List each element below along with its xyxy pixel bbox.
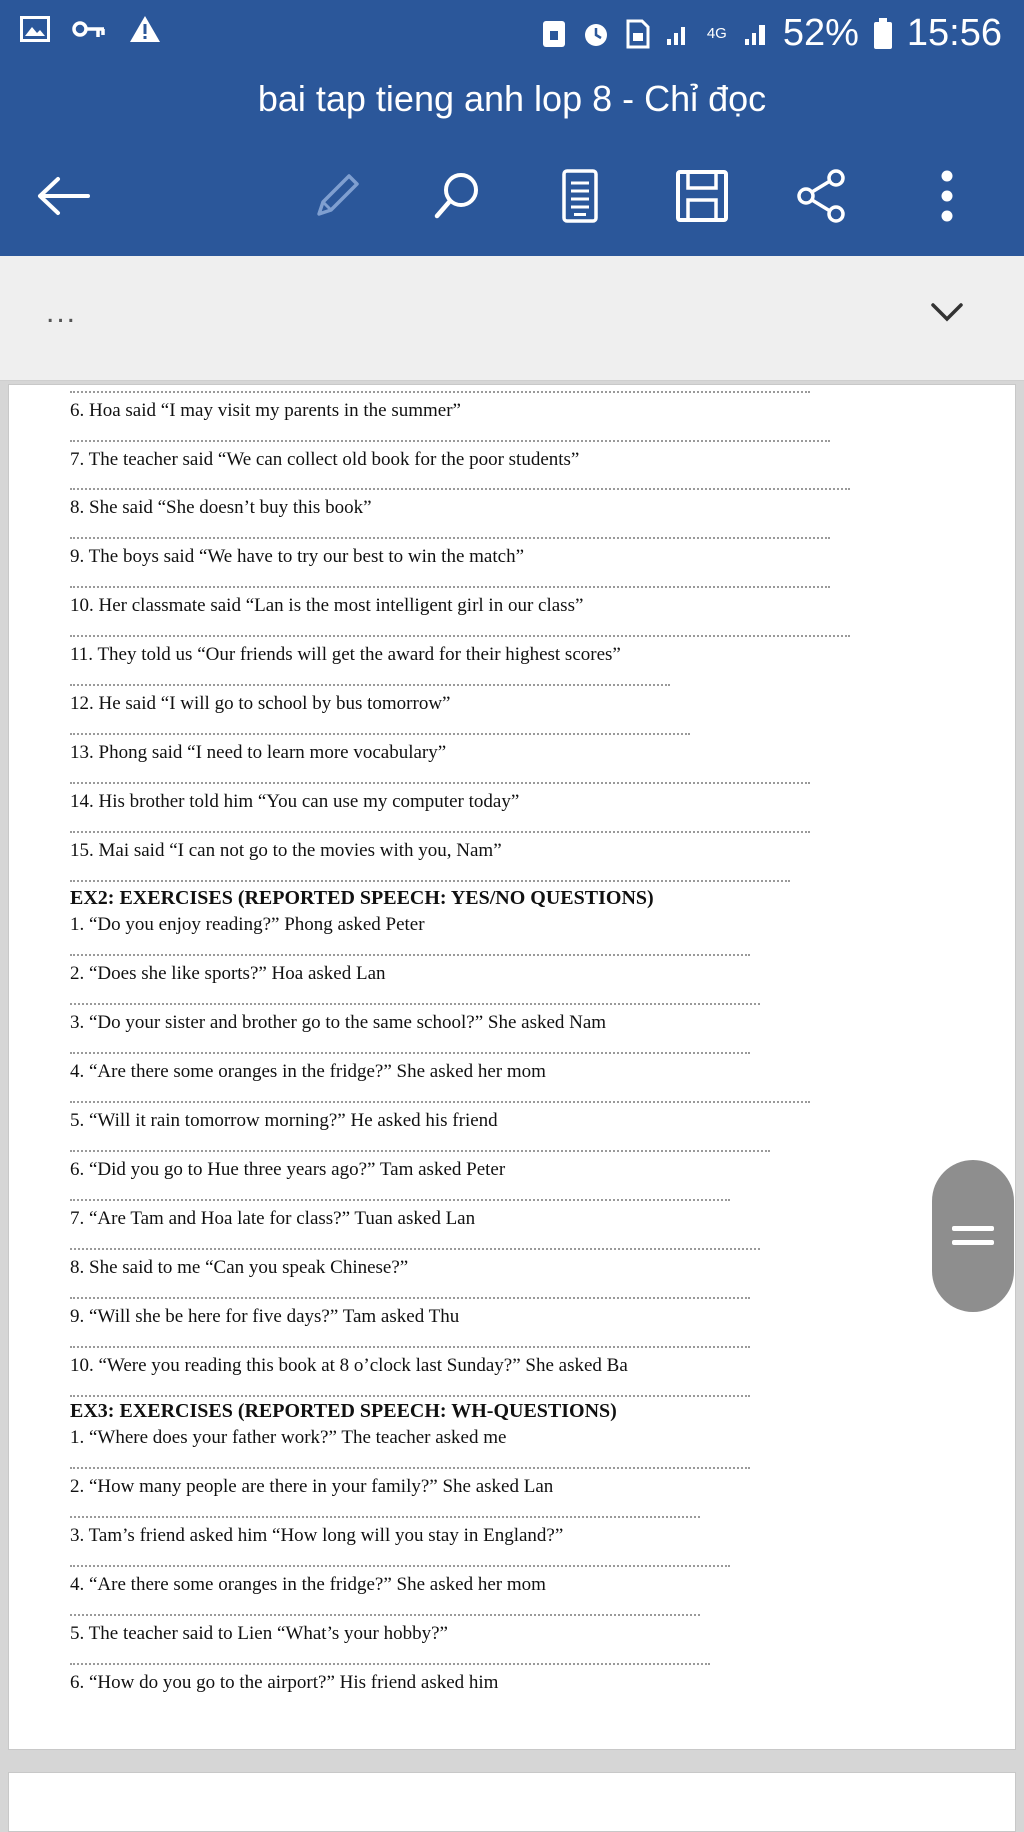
toolbar [0,150,1024,240]
exercise-item: 8. She said to me “Can you speak Chinese?” [70,1257,409,1278]
expand-ribbon-button[interactable] [930,302,964,327]
answer-line [70,440,830,442]
answer-line [70,1467,750,1469]
answer-line [70,1395,750,1397]
exercise-item: 1. “Where does your father work?” The teacher asked me [70,1427,507,1448]
exercise-item: 4. “Are there some oranges in the fridge?” She asked her mom [70,1574,546,1595]
exercise-item: 5. The teacher said to Lien “What’s your hobby?” [70,1623,448,1644]
warning-icon [128,14,162,44]
answer-line [70,954,750,956]
exercise-item: 10. “Were you reading this book at 8 o’clock last Sunday?” She asked Ba [70,1355,628,1376]
search-icon [429,168,485,224]
answer-line [70,586,830,588]
exercise-item: 13. Phong said “I need to learn more vocabulary” [70,742,447,763]
secondary-bar [0,256,1024,381]
network-type-label: 4G [706,24,727,42]
exercise-item: 12. He said “I will go to school by bus tomorrow” [70,693,451,714]
signal-icon-1 [665,21,691,47]
status-bar [0,0,1024,70]
exercise-item: 7. “Are Tam and Hoa late for class?” Tuan asked Lan [70,1208,476,1229]
answer-line [70,1248,760,1250]
overflow-dots[interactable]: ... [46,296,78,329]
exercise-item: 5. “Will it rain tomorrow morning?” He asked his friend [70,1110,498,1131]
sim-card-icon [625,19,651,49]
battery-icon [873,18,893,50]
grip-line [952,1226,994,1231]
exercise-item: 11. They told us “Our friends will get the award for their highest scores” [70,644,621,665]
answer-line [70,1614,700,1616]
reading-view-button[interactable] [548,164,612,228]
exercise-item: 10. Her classmate said “Lan is the most intelligent girl in our class” [70,595,584,616]
chevron-down-icon [930,302,964,322]
battery-percent: 52% [782,12,859,54]
exercise-item: 4. “Are there some oranges in the fridge?” She asked her mom [70,1061,546,1082]
exercise-item: 7. The teacher said “We can collect old book for the poor students” [70,449,580,470]
app-header [0,0,1024,256]
fast-scroll-handle[interactable] [932,1160,1014,1312]
share-button[interactable] [790,164,854,228]
vpn-key-icon [72,18,106,40]
answer-line [70,488,850,490]
exercise-item: 15. Mai said “I can not go to the movies with you, Nam” [70,840,502,861]
answer-line [70,1052,750,1054]
answer-line [70,537,830,539]
answer-line [70,733,690,735]
clock: 15:56 [906,12,1002,54]
lock-icon [541,19,567,49]
exercise-item: 14. His brother told him “You can use my computer today” [70,791,520,812]
answer-line [70,684,670,686]
answer-line [70,635,850,637]
more-vertical-icon [937,168,957,224]
search-button[interactable] [425,164,489,228]
back-button[interactable] [32,164,96,228]
answer-line [70,1101,810,1103]
document-title: bai tap tieng anh lop 8 - Chỉ đọc [257,78,767,119]
answer-line [70,1663,710,1665]
share-icon [794,168,850,224]
answer-line [70,1565,730,1567]
more-options-button[interactable] [915,164,979,228]
document-icon [560,168,600,224]
answer-line [70,1346,750,1348]
exercise-item: 6. “Did you go to Hue three years ago?” Tam asked Peter [70,1159,506,1180]
ex2-heading: EX2: EXERCISES (REPORTED SPEECH: YES/NO QUESTIONS) [70,887,654,909]
exercise-item: 2. “How many people are there in your family?” She asked Lan [70,1476,554,1497]
exercise-item: 9. The boys said “We have to try our best to win the match” [70,546,525,567]
exercise-item: 6. Hoa said “I may visit my parents in the summer” [70,400,461,421]
answer-line [70,1199,730,1201]
alarm-icon [581,19,611,49]
signal-icon-2 [743,21,769,47]
exercise-item: 6. “How do you go to the airport?” His friend asked him [70,1672,499,1693]
grip-line [952,1240,994,1245]
next-document-page[interactable] [8,1772,1016,1832]
pencil-icon [309,168,365,224]
ex3-heading: EX3: EXERCISES (REPORTED SPEECH: WH-QUESTIONS) [70,1400,617,1422]
answer-line [70,831,810,833]
save-icon [674,168,730,224]
edit-button[interactable] [305,164,369,228]
exercise-item: 9. “Will she be here for five days?” Tam asked Thu [70,1306,460,1327]
save-button[interactable] [670,164,734,228]
answer-line [70,1516,700,1518]
exercise-item: 3. “Do your sister and brother go to the same school?” She asked Nam [70,1012,607,1033]
answer-line [70,1297,750,1299]
exercise-item: 1. “Do you enjoy reading?” Phong asked Peter [70,914,425,935]
answer-line [70,1003,760,1005]
back-arrow-icon [36,176,92,216]
exercise-item: 2. “Does she like sports?” Hoa asked Lan [70,963,386,984]
gallery-notification-icon [20,16,50,42]
answer-line [70,1150,770,1152]
exercise-item: 8. She said “She doesn’t buy this book” [70,497,372,518]
answer-line [70,782,810,784]
answer-line [70,391,810,393]
answer-line [70,880,790,882]
exercise-item: 3. Tam’s friend asked him “How long will you stay in England?” [70,1525,564,1546]
